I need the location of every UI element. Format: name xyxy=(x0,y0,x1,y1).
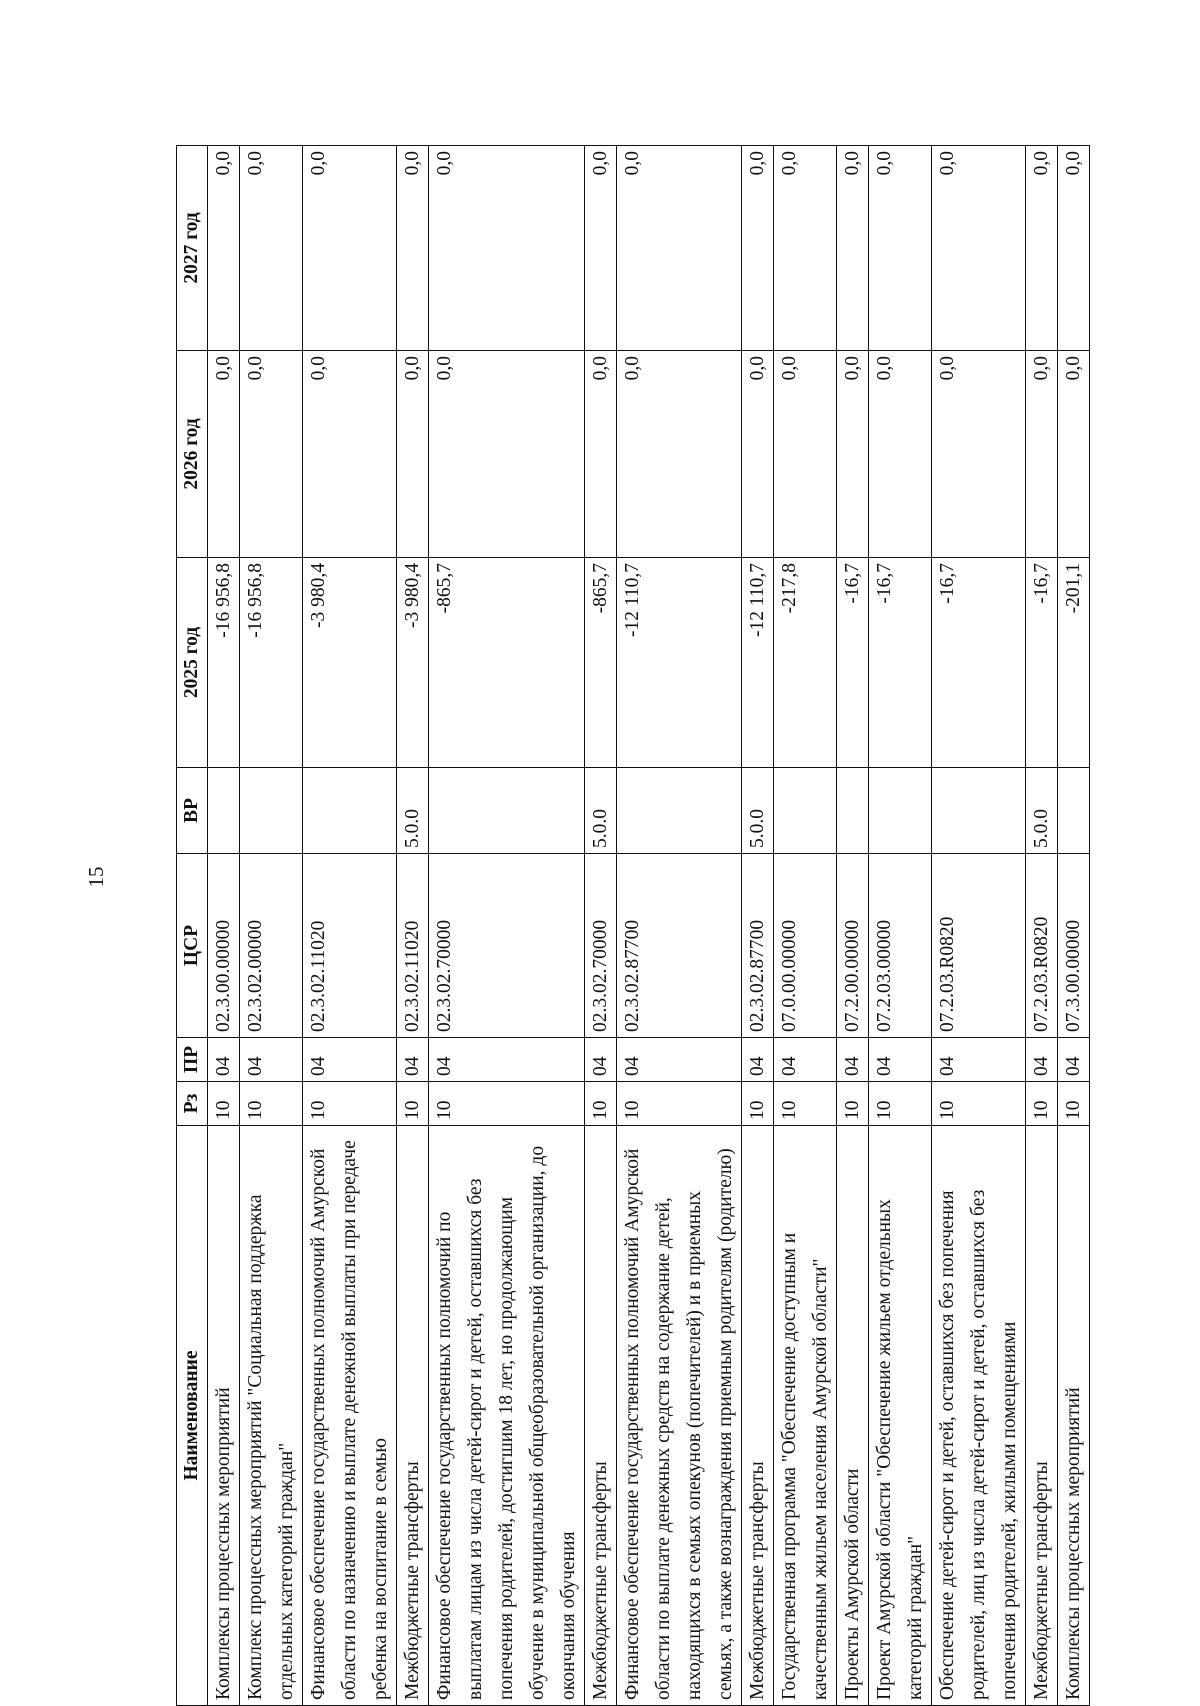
cell-rz: 10 xyxy=(617,1082,742,1126)
cell-2027: 0,0 xyxy=(303,146,397,351)
cell-csr: 02.3.00.00000 xyxy=(208,854,240,1038)
cell-2026: 0,0 xyxy=(742,351,774,558)
cell-rz: 10 xyxy=(837,1082,869,1126)
cell-pr: 04 xyxy=(932,1038,1026,1082)
table-row xyxy=(397,146,429,1706)
cell-vr xyxy=(774,768,837,854)
cell-2026: 0,0 xyxy=(837,351,869,558)
cell-vr xyxy=(617,768,742,854)
cell-rz: 10 xyxy=(1058,1082,1090,1126)
cell-name: Проект Амурской области "Обеспечение жильем отдельных категорий граждан" xyxy=(869,1126,932,1706)
cell-pr: 04 xyxy=(617,1038,742,1082)
cell-2027: 0,0 xyxy=(240,146,303,351)
header-2026: 2026 год xyxy=(177,351,208,558)
cell-name: Финансовое обеспечение государственных полномочий Амурской области по назначению и выплате денежной выплаты при передаче ребенка на воспитание в семью xyxy=(303,1126,397,1706)
cell-2027: 0,0 xyxy=(774,146,837,351)
cell-2026: 0,0 xyxy=(774,351,837,558)
cell-pr: 04 xyxy=(742,1038,774,1082)
cell-rz: 10 xyxy=(869,1082,932,1126)
cell-2025: -16,7 xyxy=(1026,558,1058,768)
cell-2025: -16 956,8 xyxy=(240,558,303,768)
header-name: Наименование xyxy=(177,1126,208,1706)
cell-csr: 07.2.03.00000 xyxy=(869,854,932,1038)
cell-2026: 0,0 xyxy=(617,351,742,558)
cell-pr: 04 xyxy=(1058,1038,1090,1082)
cell-2025: -217,8 xyxy=(774,558,837,768)
cell-2025: -865,7 xyxy=(585,558,617,768)
table-row xyxy=(585,146,617,1706)
cell-rz: 10 xyxy=(932,1082,1026,1126)
cell-vr: 5.0.0 xyxy=(742,768,774,854)
cell-vr xyxy=(869,768,932,854)
cell-2026: 0,0 xyxy=(429,351,585,558)
cell-csr: 02.3.02.11020 xyxy=(397,854,429,1038)
cell-2026: 0,0 xyxy=(1026,351,1058,558)
cell-name: Государственная программа "Обеспечение доступным и качественным жильем населения Амурской области" xyxy=(774,1126,837,1706)
cell-2027: 0,0 xyxy=(585,146,617,351)
header-2025: 2025 год xyxy=(177,558,208,768)
budget-table xyxy=(176,145,1090,1706)
table-container xyxy=(176,146,1086,1706)
cell-2025: -16,7 xyxy=(837,558,869,768)
cell-rz: 10 xyxy=(429,1082,585,1126)
cell-csr: 02.3.02.87700 xyxy=(742,854,774,1038)
cell-pr: 04 xyxy=(208,1038,240,1082)
table-row xyxy=(240,146,303,1706)
cell-2025: -12 110,7 xyxy=(742,558,774,768)
header-rz: Рз xyxy=(177,1082,208,1126)
table-row xyxy=(208,146,240,1706)
cell-pr: 04 xyxy=(429,1038,585,1082)
cell-2027: 0,0 xyxy=(1026,146,1058,351)
cell-pr: 04 xyxy=(240,1038,303,1082)
table-row xyxy=(303,146,397,1706)
cell-2025: -865,7 xyxy=(429,558,585,768)
cell-rz: 10 xyxy=(208,1082,240,1126)
cell-pr: 04 xyxy=(397,1038,429,1082)
cell-csr: 02.3.02.87700 xyxy=(617,854,742,1038)
header-2027: 2027 год xyxy=(177,146,208,351)
cell-pr: 04 xyxy=(774,1038,837,1082)
header-csr: ЦСР xyxy=(177,854,208,1038)
table-row xyxy=(869,146,932,1706)
cell-vr xyxy=(932,768,1026,854)
cell-vr xyxy=(1058,768,1090,854)
table-header-row xyxy=(177,146,208,1706)
table-row xyxy=(429,146,585,1706)
table-body xyxy=(208,146,1090,1706)
cell-name: Финансовое обеспечение государственных полномочий по выплатам лицам из числа детей-сирот и детей, оставшихся без попечения родителей, достигшим 18 лет, но продолжающим обучение в муниципальной общеобразовательной организации, до окончания обучения xyxy=(429,1126,585,1706)
cell-csr: 07.3.00.00000 xyxy=(1058,854,1090,1038)
cell-name: Межбюджетные трансферты xyxy=(585,1126,617,1706)
cell-csr: 02.3.02.00000 xyxy=(240,854,303,1038)
table-row xyxy=(742,146,774,1706)
table-row xyxy=(837,146,869,1706)
cell-rz: 10 xyxy=(397,1082,429,1126)
cell-name: Межбюджетные трансферты xyxy=(1026,1126,1058,1706)
cell-vr xyxy=(303,768,397,854)
cell-name: Комплексы процессных мероприятий xyxy=(208,1126,240,1706)
cell-2026: 0,0 xyxy=(585,351,617,558)
cell-pr: 04 xyxy=(303,1038,397,1082)
cell-pr: 04 xyxy=(869,1038,932,1082)
cell-2026: 0,0 xyxy=(240,351,303,558)
table-row xyxy=(1058,146,1090,1706)
cell-2026: 0,0 xyxy=(869,351,932,558)
cell-rz: 10 xyxy=(742,1082,774,1126)
cell-2027: 0,0 xyxy=(869,146,932,351)
cell-2025: -12 110,7 xyxy=(617,558,742,768)
cell-2025: -201,1 xyxy=(1058,558,1090,768)
cell-vr: 5.0.0 xyxy=(1026,768,1058,854)
cell-csr: 07.0.00.00000 xyxy=(774,854,837,1038)
cell-2025: -3 980,4 xyxy=(303,558,397,768)
cell-2025: -16,7 xyxy=(869,558,932,768)
cell-name: Обеспечение детей-сирот и детей, оставшихся без попечения родителей, лиц из числа детей-сирот и детей, оставшихся без попечения родителей, жилыми помещениями xyxy=(932,1126,1026,1706)
cell-2026: 0,0 xyxy=(208,351,240,558)
table-row xyxy=(932,146,1026,1706)
cell-name: Межбюджетные трансферты xyxy=(397,1126,429,1706)
cell-name: Комплексы процессных мероприятий xyxy=(1058,1126,1090,1706)
cell-rz: 10 xyxy=(774,1082,837,1126)
cell-2027: 0,0 xyxy=(1058,146,1090,351)
cell-vr xyxy=(208,768,240,854)
cell-2026: 0,0 xyxy=(932,351,1026,558)
cell-pr: 04 xyxy=(1026,1038,1058,1082)
table-row xyxy=(774,146,837,1706)
cell-2027: 0,0 xyxy=(617,146,742,351)
cell-name: Проекты Амурской области xyxy=(837,1126,869,1706)
table-row xyxy=(1026,146,1058,1706)
cell-vr xyxy=(240,768,303,854)
cell-pr: 04 xyxy=(585,1038,617,1082)
cell-csr: 07.2.03.R0820 xyxy=(932,854,1026,1038)
cell-vr xyxy=(429,768,585,854)
cell-vr: 5.0.0 xyxy=(585,768,617,854)
cell-2027: 0,0 xyxy=(397,146,429,351)
cell-rz: 10 xyxy=(303,1082,397,1126)
cell-csr: 07.2.00.00000 xyxy=(837,854,869,1038)
cell-rz: 10 xyxy=(585,1082,617,1126)
cell-csr: 02.3.02.11020 xyxy=(303,854,397,1038)
cell-2027: 0,0 xyxy=(208,146,240,351)
cell-vr xyxy=(837,768,869,854)
cell-name: Комплекс процессных мероприятий "Социальная поддержка отдельных категорий граждан" xyxy=(240,1126,303,1706)
cell-2027: 0,0 xyxy=(837,146,869,351)
cell-vr: 5.0.0 xyxy=(397,768,429,854)
cell-2025: -16 956,8 xyxy=(208,558,240,768)
cell-pr: 04 xyxy=(837,1038,869,1082)
table-row xyxy=(617,146,742,1706)
cell-2027: 0,0 xyxy=(429,146,585,351)
cell-rz: 10 xyxy=(1026,1082,1058,1126)
cell-2026: 0,0 xyxy=(1058,351,1090,558)
cell-rz: 10 xyxy=(240,1082,303,1126)
cell-csr: 02.3.02.70000 xyxy=(585,854,617,1038)
cell-2027: 0,0 xyxy=(742,146,774,351)
cell-2025: -16,7 xyxy=(932,558,1026,768)
header-vr: ВР xyxy=(177,768,208,854)
header-pr: ПР xyxy=(177,1038,208,1082)
cell-csr: 02.3.02.70000 xyxy=(429,854,585,1038)
cell-2025: -3 980,4 xyxy=(397,558,429,768)
cell-name: Межбюджетные трансферты xyxy=(742,1126,774,1706)
cell-2027: 0,0 xyxy=(932,146,1026,351)
cell-csr: 07.2.03.R0820 xyxy=(1026,854,1058,1038)
page-number: 15 xyxy=(84,866,108,888)
cell-name: Финансовое обеспечение государственных полномочий Амурской области по выплате денежных средств на содержание детей, находящихся в семьях опекунов (попечителей) и в приемных семьях, а также вознаграждения приемным родителям (родителю) xyxy=(617,1126,742,1706)
cell-2026: 0,0 xyxy=(397,351,429,558)
cell-2026: 0,0 xyxy=(303,351,397,558)
